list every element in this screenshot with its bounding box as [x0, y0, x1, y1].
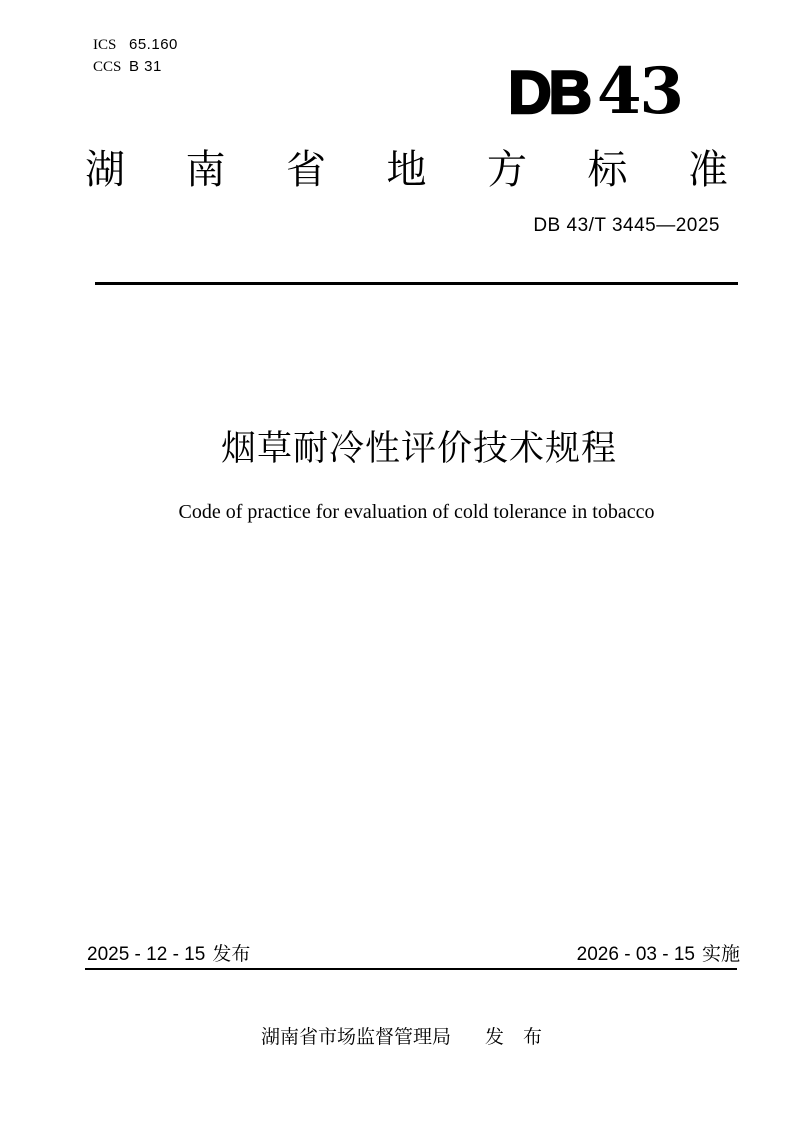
db43-logo-db: DB: [508, 59, 589, 126]
ccs-value: B 31: [129, 58, 162, 75]
standard-number: DB 43/T 3445—2025: [533, 215, 720, 236]
standard-type-char: 方: [487, 148, 527, 192]
ccs-row: [93, 56, 178, 78]
document-title-english: Code of practice for evaluation of cold tolerance in tobacco: [178, 501, 655, 523]
ics-ccs-block: [93, 34, 178, 78]
implement-date-line: [577, 945, 740, 964]
issue-date: 2025 - 12 - 15: [87, 944, 206, 965]
issue-date-line: [87, 945, 250, 964]
standard-type-char: 标: [587, 148, 628, 192]
standard-type-char: 南: [185, 148, 226, 192]
ics-row: [93, 34, 178, 56]
dates-row: [87, 945, 740, 964]
implement-date: 2026 - 03 - 15: [576, 944, 695, 965]
ics-label: ICS: [93, 37, 117, 53]
publisher-row: [75, 1027, 728, 1050]
publisher-action: 发 布: [485, 1027, 543, 1048]
standard-type-char: 省: [286, 148, 326, 192]
standard-type-char: 地: [386, 148, 427, 192]
db43-logo-code: 43: [596, 54, 682, 129]
implement-label: 实施: [701, 944, 740, 965]
db43-logo: [508, 54, 682, 129]
standard-type-char: 准: [688, 148, 728, 192]
footer-rule: [85, 968, 737, 970]
publisher-name: 湖南省市场监督管理局: [260, 1027, 451, 1048]
document-title-chinese: 烟草耐冷性评价技术规程: [220, 429, 617, 468]
issue-label: 发布: [212, 944, 251, 965]
standard-type-title: [85, 150, 728, 190]
standard-type-char: 湖: [85, 148, 125, 192]
ccs-label: CCS: [93, 59, 122, 75]
header-rule: [95, 282, 738, 285]
ics-value: 65.160: [129, 36, 178, 53]
